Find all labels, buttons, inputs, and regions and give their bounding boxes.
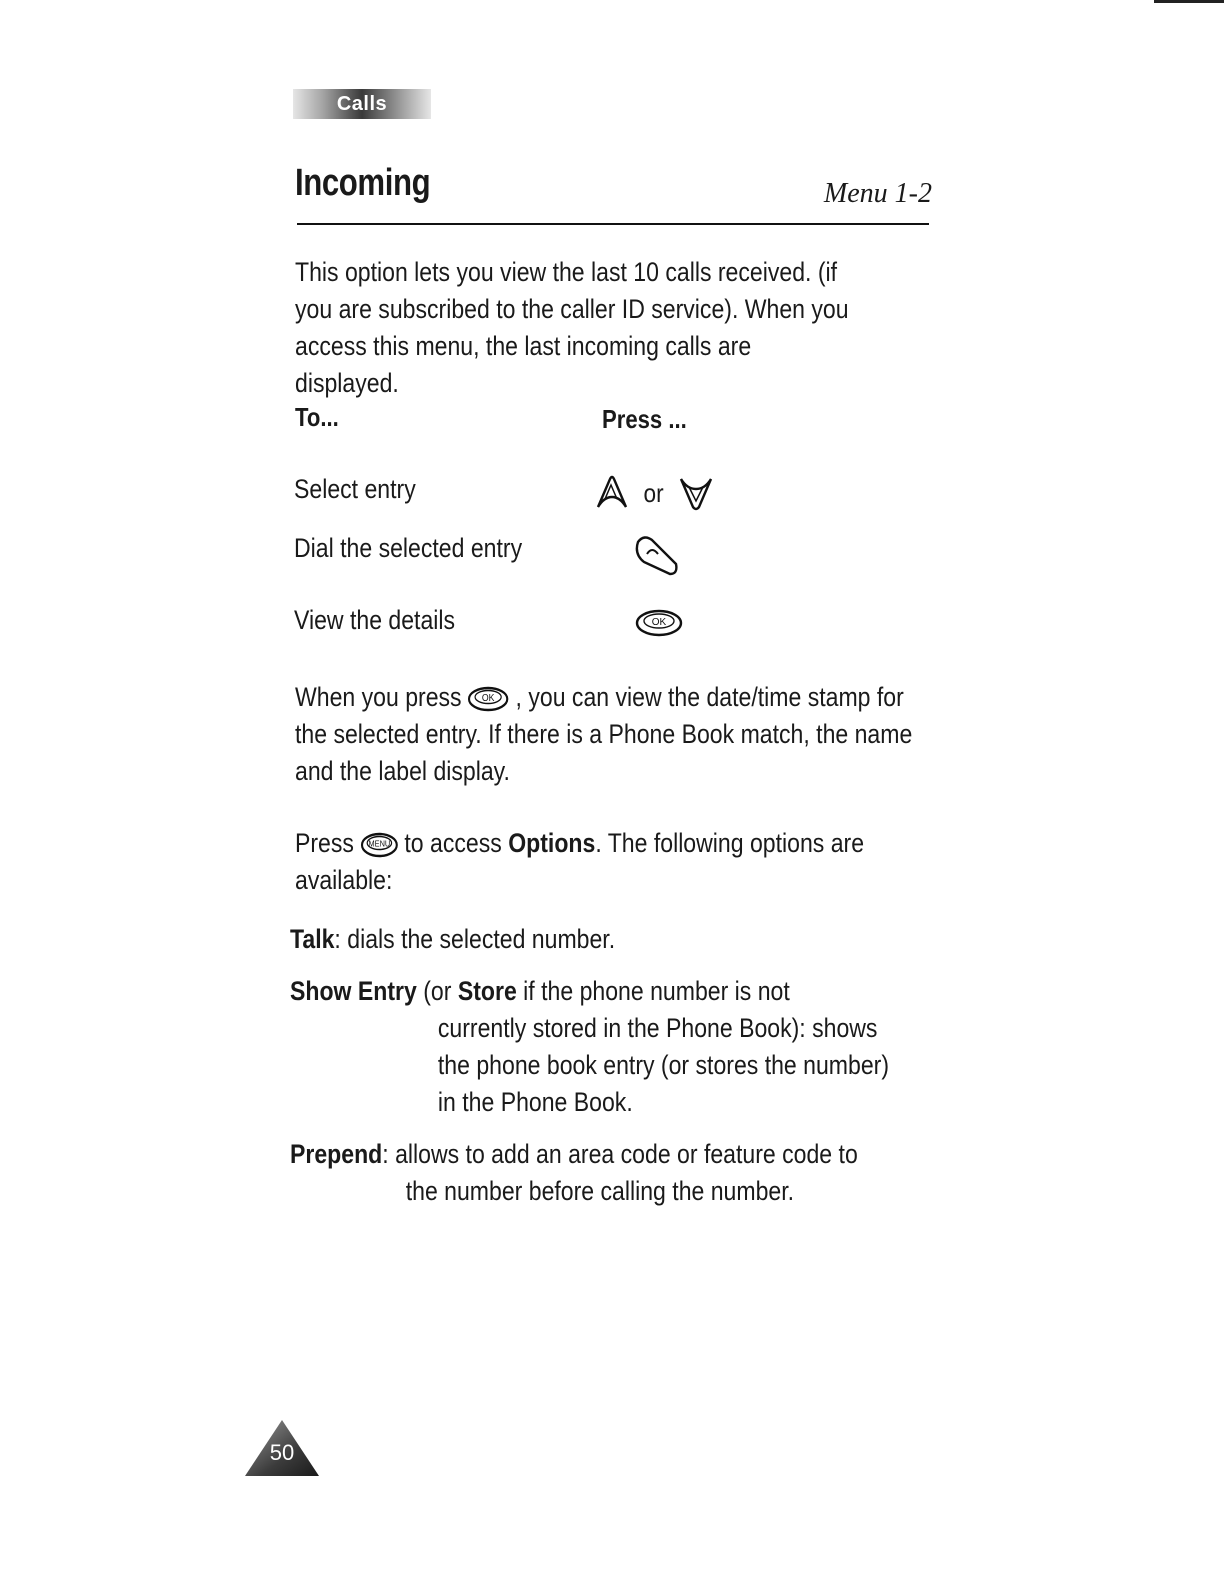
intro-paragraph: This option lets you view the last 10 calls received. (if you are subscribed to the caller ID service). When you access this menu, the last incoming calls are displayed. xyxy=(295,257,849,398)
option-line1-show-entry: if the phone number is not xyxy=(523,976,790,1006)
page-number: 50 xyxy=(269,1440,295,1465)
option-term-talk: Talk xyxy=(290,924,335,954)
option-desc-prepend: the number before calling the number. xyxy=(405,1176,795,1206)
option-sep: : xyxy=(334,924,341,954)
menu-key-icon xyxy=(359,831,399,859)
row-keys-select-entry xyxy=(594,475,715,511)
option-desc-show-entry: currently stored in the Phone Book): shows the phone book entry (or stores the number) in the Phone Book. xyxy=(437,1013,890,1117)
option-prepend xyxy=(290,1136,899,1210)
row-keys-view-details xyxy=(634,608,684,638)
title-divider xyxy=(297,223,929,225)
ok-key-icon xyxy=(467,685,511,713)
option-show-entry xyxy=(290,973,899,1121)
section-tab: Calls xyxy=(293,89,431,119)
options-term: Options xyxy=(508,828,596,858)
svg-text:OK: OK xyxy=(651,617,667,628)
svg-text:OK: OK xyxy=(482,692,495,704)
page-title: Incoming xyxy=(295,162,431,204)
send-key-icon xyxy=(632,534,680,576)
row-label-select-entry: Select entry xyxy=(294,474,416,504)
option-line1-prepend: allows to add an area code or feature code to xyxy=(395,1139,858,1169)
option-talk xyxy=(290,921,899,958)
option-paren-open: (or xyxy=(423,976,452,1006)
option-desc-talk: dials the selected number. xyxy=(347,924,616,954)
up-key-icon xyxy=(594,475,630,511)
option-sep: : xyxy=(382,1139,389,1169)
row-keys-dial-entry xyxy=(632,534,680,576)
option-term-show-entry: Show Entry xyxy=(290,976,417,1006)
row-label-dial-entry: Dial the selected entry xyxy=(294,533,523,563)
details-paragraph xyxy=(295,679,921,790)
scan-edge-mark xyxy=(1154,0,1224,3)
details-text-after: , you can view the date/time stamp for the selected entry. If there is a Phone Book match, the name and the label display. xyxy=(295,682,913,786)
options-text-before: Press xyxy=(295,828,354,858)
option-term-store: Store xyxy=(457,976,517,1006)
menu-reference: Menu 1-2 xyxy=(823,178,932,209)
option-term-prepend: Prepend xyxy=(290,1139,383,1169)
column-header-to: To... xyxy=(295,402,339,432)
options-text-middle: to access xyxy=(404,828,502,858)
down-key-icon xyxy=(677,475,715,511)
options-text-after: . The following options are available: xyxy=(295,828,865,895)
options-intro-paragraph xyxy=(295,825,921,899)
svg-text:MENU: MENU xyxy=(368,839,391,849)
row-label-view-details: View the details xyxy=(294,605,456,635)
ok-key-icon xyxy=(634,608,684,638)
keys-joiner: or xyxy=(643,477,664,508)
column-header-press: Press ... xyxy=(602,404,687,434)
details-text-before: When you press xyxy=(295,682,462,712)
